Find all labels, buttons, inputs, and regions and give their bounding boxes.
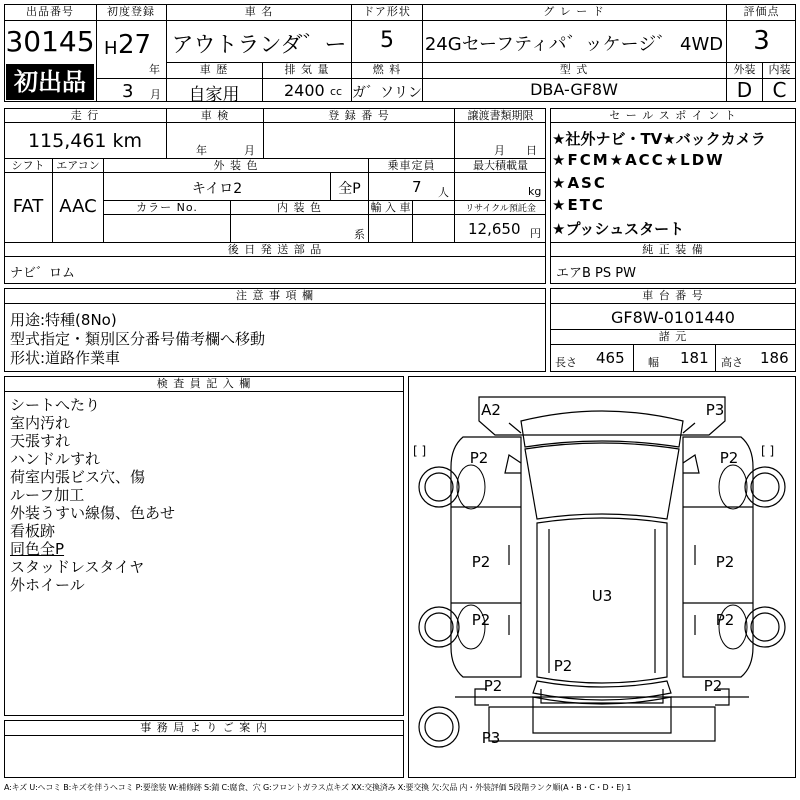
inspector-line: 室内汚れ xyxy=(10,414,71,432)
notes-label: 注 意 事 項 欄 xyxy=(236,289,314,302)
load-label: 最大積載量 xyxy=(473,159,528,172)
interior-color-suffix: 系 xyxy=(354,228,365,241)
inspector-line: 外ホイール xyxy=(10,576,85,594)
reg-year: 27 xyxy=(118,30,152,60)
genuine-value: エアB PS PW xyxy=(556,266,636,281)
score-label: 評価点 xyxy=(743,5,780,18)
capacity-value: 7 xyxy=(412,178,422,196)
notes-line: 形状:道路作業車 xyxy=(10,349,121,367)
color-no-label: カラー No. xyxy=(136,201,198,214)
sales-item: ★ASC xyxy=(552,174,607,192)
inspector-line: ルーフ加工 xyxy=(10,486,85,504)
length-value: 465 xyxy=(596,349,625,367)
model-label: 型 式 xyxy=(559,63,589,76)
score-value: 3 xyxy=(753,26,770,56)
fuel-label: 燃 料 xyxy=(372,63,402,76)
dims-label: 諸 元 xyxy=(658,330,688,343)
history-label: 車 歴 xyxy=(199,63,229,76)
mileage-label: 走 行 xyxy=(70,109,100,122)
mark-quarter-left: P2 xyxy=(483,677,503,695)
mark-rear-bumper: P3 xyxy=(481,729,501,747)
legend-text: A:キズ U:ヘコミ B:キズを伴うヘコミ P:要塗装 W:補修跡 S:錆 C:腐食、穴 G:フロントガラス点キズ XX:交換済み X:要交換 欠:欠品 内・外装評価 5段階ランク順(A・B・C・D・E) 1 xyxy=(4,783,632,792)
doors-value: 5 xyxy=(380,28,394,53)
plate-label: 登 録 番 号 xyxy=(328,109,390,122)
load-unit: kg xyxy=(528,185,542,198)
capacity-unit: 人 xyxy=(438,186,449,199)
inspector-line: 天張すれ xyxy=(10,432,71,450)
exterior-label: 外装 xyxy=(733,63,756,76)
mark-rear-door-left: P2 xyxy=(471,611,491,629)
recycle-label: リサイクル預託金 xyxy=(465,204,536,214)
ac-label: エアコン xyxy=(56,159,100,172)
later-parts-label: 後 日 発 送 部 品 xyxy=(227,243,323,256)
inspector-line: 同色全P xyxy=(10,540,65,558)
first-listing-badge: 初出品 xyxy=(6,64,94,100)
car-name: アウトランダ゛ー xyxy=(171,33,347,58)
mark-front-door-left: P2 xyxy=(471,553,491,571)
inspector-line: 外装うすい線傷、色あせ xyxy=(10,504,176,522)
later-parts-value: ナビ゛ロム xyxy=(10,266,76,281)
mark-fender-left: P2 xyxy=(469,449,489,467)
bracket-left: [ ] xyxy=(413,444,427,458)
exterior-score: D xyxy=(736,78,753,102)
color-note: 全P xyxy=(338,181,361,197)
shift-label: シフト xyxy=(11,159,45,172)
sales-item: ★社外ナビ・TV★バックカメラ xyxy=(552,130,766,148)
grade-label: グ レ ー ド xyxy=(543,5,605,18)
length-label: 長さ xyxy=(555,356,577,369)
interior-score: C xyxy=(772,78,787,102)
inspection-month-unit: 月 xyxy=(244,144,255,157)
chassis-label: 車 台 番 号 xyxy=(642,289,704,302)
height-value: 186 xyxy=(760,349,789,367)
mark-fender-right: P2 xyxy=(719,449,739,467)
transfer-month-unit: 月 xyxy=(494,144,505,157)
inspector-line: スタッドレスタイヤ xyxy=(10,558,145,576)
height-label: 高さ xyxy=(721,356,743,369)
reg-month-unit: 月 xyxy=(150,88,161,101)
reg-label: 初度登録 xyxy=(107,5,155,18)
grade-value: 24Gセーフティパ゛ッケージ゛ 4WD xyxy=(424,34,724,55)
sales-item: ★FCM★ACC★LDW xyxy=(552,151,725,169)
notes-line: 型式指定・類別区分番号備考欄へ移動 xyxy=(10,330,266,348)
mark-rear-glass: P2 xyxy=(553,657,573,675)
lot-label: 出品番号 xyxy=(26,5,74,18)
interior-color-label: 内 装 色 xyxy=(277,201,322,214)
color-value: キイロ2 xyxy=(191,181,243,197)
sales-label: セ ー ル ス ポ イ ン ト xyxy=(609,109,737,122)
car-diagram xyxy=(408,376,796,778)
doors-label: ドア形状 xyxy=(363,5,411,18)
model-value: DBA-GF8W xyxy=(530,80,618,99)
width-value: 181 xyxy=(680,349,709,367)
fuel-value: ガ゛ソリン xyxy=(352,85,422,101)
width-label: 幅 xyxy=(648,356,659,369)
sales-item: ★ETC xyxy=(552,196,605,214)
recycle-value: 12,650 xyxy=(468,220,521,238)
inspector-line: シートへたり xyxy=(10,396,101,414)
reg-year-unit: 年 xyxy=(149,63,160,76)
chassis-value: GF8W-0101440 xyxy=(611,308,735,327)
mark-front-left: A2 xyxy=(481,401,501,419)
inspector-label: 検 査 員 記 入 欄 xyxy=(156,377,252,390)
office-label: 事 務 局 よ り ご 案 内 xyxy=(140,721,268,734)
inspection-label: 車 検 xyxy=(200,109,230,122)
reg-month: 3 xyxy=(122,81,134,102)
mark-front-door-right: P2 xyxy=(715,553,735,571)
recycle-unit: 円 xyxy=(530,227,541,240)
interior-label: 内装 xyxy=(768,63,791,76)
color-label: 外 装 色 xyxy=(213,159,259,172)
inspector-line: ハンドルすれ xyxy=(10,450,101,468)
sales-item: ★プッシュスタート xyxy=(552,220,685,238)
history-value: 自家用 xyxy=(188,85,240,105)
mark-roof: U3 xyxy=(591,587,613,605)
transfer-day-unit: 日 xyxy=(526,144,537,157)
displacement-label: 排 気 量 xyxy=(284,63,330,76)
notes-line: 用途:特種(8No) xyxy=(10,311,117,329)
bracket-right: [ ] xyxy=(761,444,775,458)
capacity-label: 乗車定員 xyxy=(387,159,436,172)
mark-rear-door-right: P2 xyxy=(715,611,735,629)
reg-era: H xyxy=(104,38,118,59)
car-outline xyxy=(409,377,795,777)
shift-value: FAT xyxy=(12,196,44,217)
mark-quarter-right: P2 xyxy=(703,677,723,695)
inspector-line: 看板跡 xyxy=(10,522,56,540)
inspector-line: 荷室内張ビス穴、傷 xyxy=(10,468,146,486)
ac-value: AAC xyxy=(59,196,97,217)
genuine-label: 純 正 装 備 xyxy=(642,243,704,256)
mileage-value: 115,461 km xyxy=(27,130,143,152)
displacement-unit: cc xyxy=(330,85,343,98)
transfer-label: 譲渡書類期限 xyxy=(467,109,534,122)
displacement-value: 2400 xyxy=(284,81,325,100)
mark-front-right: P3 xyxy=(705,401,725,419)
inspection-year-unit: 年 xyxy=(196,144,207,157)
lot-number: 30145 xyxy=(5,25,95,58)
import-label: 輸 入 車 xyxy=(370,201,411,214)
name-label: 車 名 xyxy=(244,5,274,18)
